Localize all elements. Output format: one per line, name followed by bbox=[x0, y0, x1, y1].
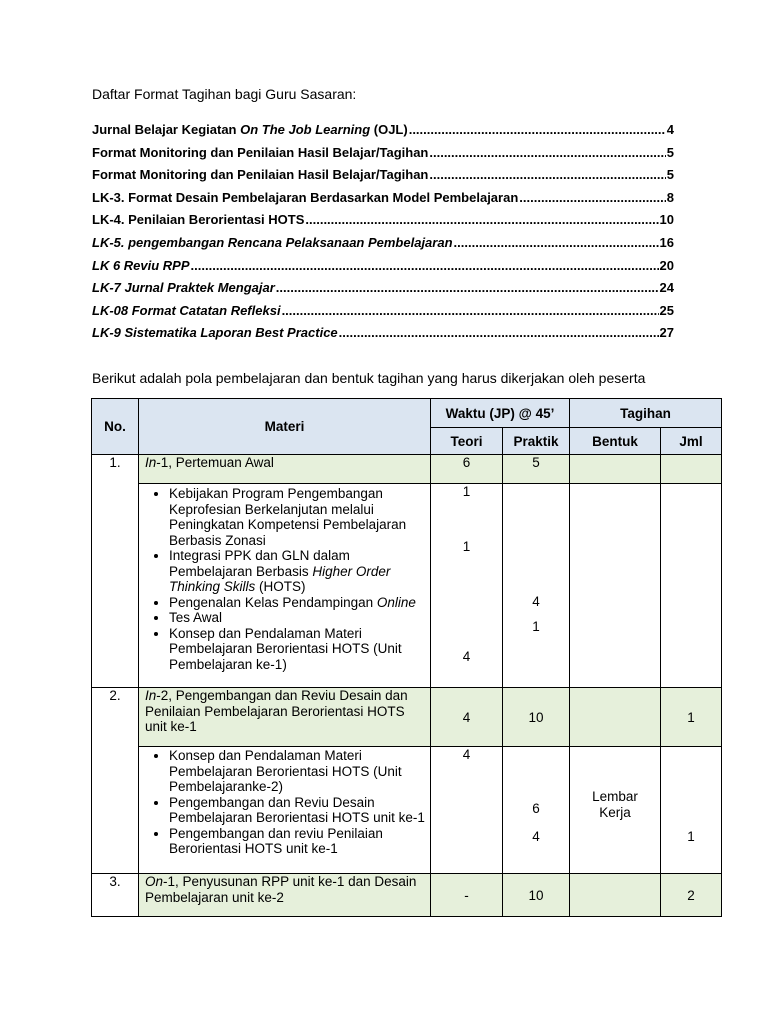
toc-entry-label bbox=[92, 325, 338, 340]
toc-label-text: LK-9 Sistematika Laporan Best Practice bbox=[92, 325, 338, 341]
topic-text: Tes Awal bbox=[169, 610, 223, 625]
topic-item bbox=[169, 595, 426, 611]
jml-value: 1 bbox=[661, 688, 722, 747]
teori-breakdown bbox=[431, 747, 503, 874]
praktik-item: 1 bbox=[532, 619, 540, 634]
row-number: 3. bbox=[92, 874, 139, 917]
teori-item: 4 bbox=[462, 747, 471, 762]
table-row bbox=[92, 747, 722, 874]
session-title-text: -1, Pertemuan Awal bbox=[156, 455, 274, 470]
praktik-value: 10 bbox=[503, 874, 570, 917]
toc-leader-dots bbox=[191, 258, 659, 273]
toc-label-text: LK-3. Format Desain Pembelajaran Berdasarkan Model Pembelajaran bbox=[92, 189, 519, 205]
toc-label-text: Jurnal Belajar Kegiatan bbox=[92, 122, 241, 137]
toc-entry-label bbox=[92, 145, 428, 160]
header-tagihan: Tagihan bbox=[570, 399, 722, 428]
topic-item: • Pengembangan dan reviu Penilaian Berorientasi HOTS unit ke-1 bbox=[169, 826, 426, 857]
topic-text: Online bbox=[376, 594, 416, 610]
topic-text: Kebijakan Program Pengembangan Keprofesian Berkelanjutan melalui Peningkatan Kompetensi Pembelajaran Berbasis Zonasi bbox=[169, 486, 407, 548]
toc-page-number: 5 bbox=[666, 167, 674, 183]
toc-page-number: 24 bbox=[659, 280, 674, 296]
toc-leader-dots bbox=[282, 303, 659, 318]
toc-page-number: 10 bbox=[659, 212, 674, 228]
row-number: 1. bbox=[92, 455, 139, 688]
toc-label-text: LK-7 Jurnal Praktek Mengajar bbox=[92, 280, 275, 296]
toc-label-text: LK-4. Penilaian Berorientasi HOTS bbox=[92, 212, 305, 228]
jml-value bbox=[661, 484, 722, 688]
table-row bbox=[92, 484, 722, 688]
toc-entry-label bbox=[92, 235, 453, 250]
header-teori: Teori bbox=[431, 428, 503, 455]
teori-breakdown bbox=[431, 484, 503, 688]
toc-entry bbox=[92, 122, 674, 145]
praktik-item: 4 bbox=[532, 829, 540, 844]
table-row bbox=[92, 874, 722, 917]
praktik-value: 10 bbox=[503, 688, 570, 747]
table-row bbox=[92, 688, 722, 747]
toc-leader-dots bbox=[519, 190, 665, 205]
topic-item bbox=[169, 486, 426, 548]
toc-page-number: 20 bbox=[659, 257, 674, 273]
toc-leader-dots bbox=[454, 235, 659, 250]
toc-page-number: 5 bbox=[666, 144, 674, 160]
toc-entry bbox=[92, 280, 674, 303]
session-title-text: -2, Pengembangan dan Reviu Desain dan Penilaian Pembelajaran Berorientasi HOTS unit ke-1 bbox=[145, 688, 408, 734]
intro-text: Berikut adalah pola pembelajaran dan bentuk tagihan yang harus dikerjakan oleh peserta bbox=[92, 370, 646, 386]
header-jml: Jml bbox=[661, 428, 722, 455]
toc-page-number: 25 bbox=[659, 302, 674, 318]
session-code: On bbox=[145, 874, 164, 889]
page-heading: Daftar Format Tagihan bagi Guru Sasaran: bbox=[92, 86, 357, 102]
session-code: In bbox=[145, 688, 157, 703]
header-materi: Materi bbox=[139, 399, 431, 455]
toc-label-suffix: (OJL) bbox=[370, 122, 408, 137]
learning-pattern-table bbox=[91, 398, 722, 917]
toc-page-number: 27 bbox=[659, 325, 674, 341]
header-praktik: Praktik bbox=[503, 428, 570, 455]
toc-label-emphasis: On The Job Learning bbox=[240, 122, 371, 137]
session-title bbox=[139, 874, 431, 917]
jml-item: 1 bbox=[687, 829, 695, 844]
session-code: In bbox=[145, 455, 157, 470]
praktik-value: 5 bbox=[503, 455, 570, 484]
toc-entry-label bbox=[92, 258, 190, 273]
session-title bbox=[139, 688, 431, 747]
header-bentuk: Bentuk bbox=[570, 428, 661, 455]
toc-page-number: 8 bbox=[666, 189, 674, 205]
table-row bbox=[92, 455, 722, 484]
toc-leader-dots bbox=[429, 167, 665, 182]
toc-page-number: 16 bbox=[659, 234, 674, 250]
toc-entry bbox=[92, 235, 674, 258]
jml-value bbox=[661, 455, 722, 484]
session-topics bbox=[139, 747, 431, 874]
session-topics bbox=[139, 484, 431, 688]
toc-entry-label bbox=[92, 212, 304, 227]
praktik-item: 6 bbox=[532, 801, 540, 816]
teori-value: 6 bbox=[431, 455, 503, 484]
praktik-item: 4 bbox=[532, 594, 540, 609]
topic-item bbox=[169, 610, 426, 626]
topic-item: • Pengembangan dan Reviu Desain Pembelajaran Berorientasi HOTS unit ke-1 bbox=[169, 795, 426, 826]
topic-text: Pengenalan Kelas Pendampingan bbox=[169, 594, 377, 610]
toc-label-text: Format Monitoring dan Penilaian Hasil Belajar/Tagihan bbox=[92, 144, 429, 160]
bentuk-value bbox=[570, 688, 661, 747]
toc-leader-dots bbox=[305, 212, 658, 227]
topic-item bbox=[169, 548, 426, 595]
toc-entry-label bbox=[92, 190, 518, 205]
table-of-contents bbox=[92, 122, 674, 348]
toc-entry bbox=[92, 325, 674, 348]
jml-value: 2 bbox=[661, 874, 722, 917]
toc-label-text: LK-5. pengembangan Rencana Pelaksanaan Pembelajaran bbox=[92, 234, 453, 250]
toc-leader-dots bbox=[276, 280, 659, 295]
praktik-breakdown bbox=[503, 747, 570, 874]
toc-entry-label bbox=[92, 303, 281, 318]
toc-label-text: Format Monitoring dan Penilaian Hasil Belajar/Tagihan bbox=[92, 167, 429, 183]
toc-entry-label bbox=[92, 167, 428, 182]
praktik-breakdown bbox=[503, 484, 570, 688]
teori-value: - bbox=[431, 874, 503, 917]
toc-entry bbox=[92, 303, 674, 326]
toc-entry bbox=[92, 167, 674, 190]
topic-item bbox=[169, 626, 426, 673]
header-waktu: Waktu (JP) @ 45’ bbox=[431, 399, 570, 428]
toc-entry bbox=[92, 190, 674, 213]
teori-item: 1 bbox=[462, 539, 471, 554]
toc-leader-dots bbox=[339, 325, 659, 340]
bentuk-value bbox=[570, 747, 661, 874]
toc-label-text: LK-08 Format Catatan Refleksi bbox=[92, 302, 281, 318]
row-number: 2. bbox=[92, 688, 139, 874]
topic-text: Konsep dan Pendalaman Materi Pembelajaran Berorientasi HOTS (Unit Pembelajaran ke-1) bbox=[169, 625, 402, 672]
toc-entry-label bbox=[92, 280, 275, 295]
session-title bbox=[139, 455, 431, 484]
teori-value: 4 bbox=[431, 688, 503, 747]
bentuk-value bbox=[570, 455, 661, 484]
toc-page-number: 4 bbox=[666, 122, 674, 137]
bentuk-value bbox=[570, 484, 661, 688]
topic-text: Integrasi PPK dan GLN dalam Pembelajaran Berbasis bbox=[169, 548, 350, 579]
topic-item: • Konsep dan Pendalaman Materi Pembelajaran Berorientasi HOTS (Unit Pembelajaranke-2) bbox=[169, 748, 426, 795]
toc-label-text: LK 6 Reviu RPP bbox=[92, 257, 190, 273]
toc-entry bbox=[92, 145, 674, 168]
bentuk-value bbox=[570, 874, 661, 917]
toc-leader-dots bbox=[409, 122, 666, 137]
jml-value bbox=[661, 747, 722, 874]
teori-item: 1 bbox=[462, 484, 471, 499]
toc-entry-label bbox=[92, 122, 408, 137]
toc-leader-dots bbox=[429, 145, 665, 160]
topic-text: (HOTS) bbox=[255, 579, 306, 594]
bentuk-text: Lembar Kerja bbox=[592, 789, 638, 820]
teori-item: 4 bbox=[462, 649, 471, 664]
session-title-text: -1, Penyusunan RPP unit ke-1 dan Desain Pembelajaran unit ke-2 bbox=[145, 874, 417, 905]
toc-entry bbox=[92, 212, 674, 235]
toc-entry bbox=[92, 258, 674, 281]
topic-text: Higher Order Thinking Skills bbox=[169, 563, 391, 594]
header-no: No. bbox=[92, 399, 139, 455]
